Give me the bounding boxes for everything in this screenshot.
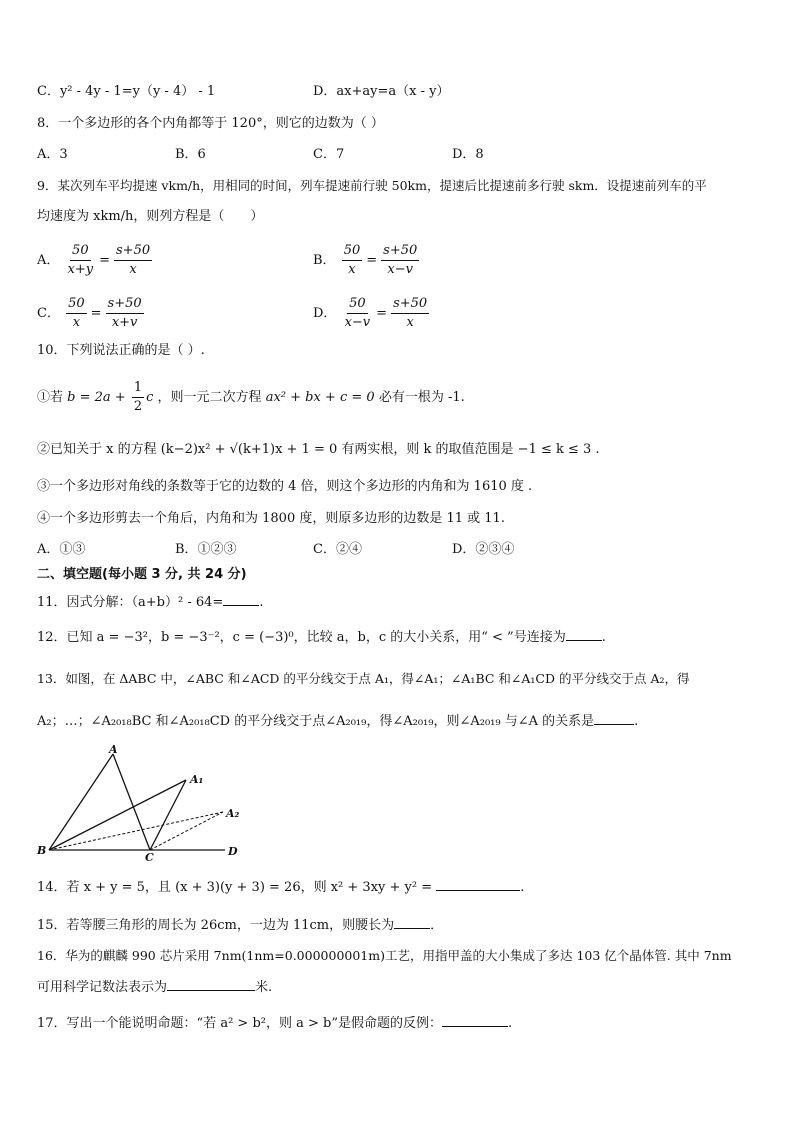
q17-answer-blank[interactable]	[442, 1014, 508, 1027]
q9-stem-line2: 均速度为 xkm/h，则列方程是（ ）	[37, 209, 264, 224]
q9-b-right-fraction: $\frac{s+50}{x-v}$	[383, 243, 418, 277]
q10-option-c: C．②④	[313, 542, 362, 557]
q12: 12．已知 a = −3²，b = −3⁻²，c = (−3)⁰，比较 a，b，c 的大小关系，用“ < ”号连接为 .	[37, 630, 606, 645]
q7-option-c: C．y² - 4y - 1=y（y - 4） - 1	[37, 84, 216, 99]
q9-option-c: C． $\frac{50}{x}$ = $\frac{s+50}{x+v}$	[37, 296, 142, 330]
q11-answer-blank[interactable]	[223, 593, 259, 606]
segment-c-a2	[150, 812, 223, 850]
q15-answer-blank[interactable]	[394, 916, 430, 929]
q13-line2: A₂；…；∠A₂₀₁₈BC 和∠A₂₀₁₈CD 的平分线交于点∠A₂₀₁₉，得∠A₂₀₁₉，则∠A₂₀₁₉ 与∠A 的关系是 .	[37, 714, 639, 729]
q12-answer-blank[interactable]	[566, 628, 602, 641]
label-c: C	[145, 851, 154, 862]
q10-option-b: B．①②③	[175, 542, 237, 557]
label-b: B	[37, 844, 47, 857]
section-heading-fill-in: 二、填空题(每小题 3 分, 共 24 分)	[37, 567, 247, 582]
label-a1: A₁	[190, 773, 204, 786]
q10-statement-3: ③一个多边形对角线的条数等于它的边数的 4 倍，则这个多边形的内角和为 1610 度 .	[37, 479, 533, 494]
q9-b-left-fraction: $\frac{50}{x}$	[343, 243, 361, 277]
q9-option-a: A． $\frac{50}{x+y}$ = $\frac{s+50}{x}$	[37, 243, 151, 277]
q8-stem: 8．一个多边形的各个内角都等于 120°，则它的边数为（ ）	[37, 116, 384, 131]
q10-option-a: A．①③	[37, 542, 86, 557]
q10-statement-1: ①若 b = 2a + $\frac{1}{2}$ c ，则一元二次方程 ax² + bx + c = 0 必有一根为 -1.	[37, 380, 465, 414]
q9-d-label: D．	[313, 306, 337, 321]
q10-s1-equation: ax² + bx + c = 0	[265, 390, 375, 405]
q10-s1-math: b = 2a +	[67, 390, 126, 405]
q15: 15．若等腰三角形的周长为 26cm，一边为 11cm，则腰长为 ．	[37, 918, 444, 933]
segment-b-a	[49, 754, 113, 850]
q8-option-b: B．6	[175, 147, 206, 162]
label-a: A	[109, 743, 118, 756]
q13-answer-blank[interactable]	[594, 712, 634, 725]
q9-option-d: D． $\frac{50}{x-v}$ = $\frac{s+50}{x}$	[313, 296, 428, 330]
q7-option-d: D．ax+ay=a（x - y）	[313, 84, 450, 99]
q16-line1: 16．华为的麒麟 990 芯片采用 7nm(1nm=0.000000001m)工艺，用指甲盖的大小集成了多达 103 亿个晶体管. 其中 7nm	[37, 948, 732, 963]
q10-statement-4: ④一个多边形剪去一个角后，内角和为 1800 度，则原多边形的边数是 11 或 11.	[37, 511, 505, 526]
q16-line2: 可用科学记数法表示为 米.	[37, 980, 273, 995]
q14: 14．若 x + y = 5，且 (x + 3)(y + 3) = 26，则 x² + 3xy + y² = .	[37, 880, 525, 895]
label-d: D	[228, 845, 238, 858]
q9-b-label: B．	[313, 253, 336, 268]
q9-c-left-fraction: $\frac{50}{x}$	[68, 296, 85, 330]
segment-a-c	[113, 754, 150, 850]
label-a2: A₂	[226, 807, 240, 820]
q10-s1-fraction: $\frac{1}{2}$	[133, 380, 143, 414]
segment-b-a1	[49, 780, 186, 850]
q9-d-left-fraction: $\frac{50}{x-v}$	[344, 296, 371, 330]
q9-c-label: C．	[37, 306, 60, 321]
q9-a-label: A．	[37, 253, 60, 268]
q13-line1: 13．如图，在 ΔABC 中，∠ABC 和∠ACD 的平分线交于点 A₁，得∠A₁；∠A₁BC 和∠A₁CD 的平分线交于点 A₂，得	[37, 671, 690, 686]
q17: 17．写出一个能说明命题：“若 a² > b²，则 a > b”是假命题的反例： .	[37, 1016, 513, 1031]
q16-answer-blank[interactable]	[167, 978, 255, 991]
q10-option-d: D．②③④	[452, 542, 515, 557]
q14-answer-blank[interactable]	[436, 878, 520, 891]
q9-stem-line1: 9．某次列车平均提速 vkm/h，用相同的时间，列车提速前行驶 50km，提速后比提速前多行驶 skm．设提速前列车的平	[37, 178, 707, 193]
q9-c-right-fraction: $\frac{s+50}{x+v}$	[107, 296, 142, 330]
q10-statement-2: ②已知关于 x 的方程 (k−2)x² + √(k+1)x + 1 = 0 有两实根，则 k 的取值范围是 −1 ≤ k ≤ 3 .	[37, 442, 600, 457]
q9-option-b: B． $\frac{50}{x}$ = $\frac{s+50}{x-v}$	[313, 243, 418, 277]
q10-stem: 10．下列说法正确的是（ ）.	[37, 343, 205, 358]
q8-option-d: D．8	[452, 147, 484, 162]
q8-option-a: A．3	[37, 147, 68, 162]
q13-triangle-figure	[33, 742, 253, 862]
q8-option-c: C．7	[313, 147, 345, 162]
segment-c-a1	[150, 780, 186, 850]
q11: 11．因式分解：（a+b）² - 64= .	[37, 595, 264, 610]
segment-b-a2	[49, 812, 223, 850]
q9-a-left-fraction: $\frac{50}{x+y}$	[67, 243, 94, 277]
q9-d-right-fraction: $\frac{s+50}{x}$	[393, 296, 428, 330]
q9-a-right-fraction: $\frac{s+50}{x}$	[116, 243, 151, 277]
